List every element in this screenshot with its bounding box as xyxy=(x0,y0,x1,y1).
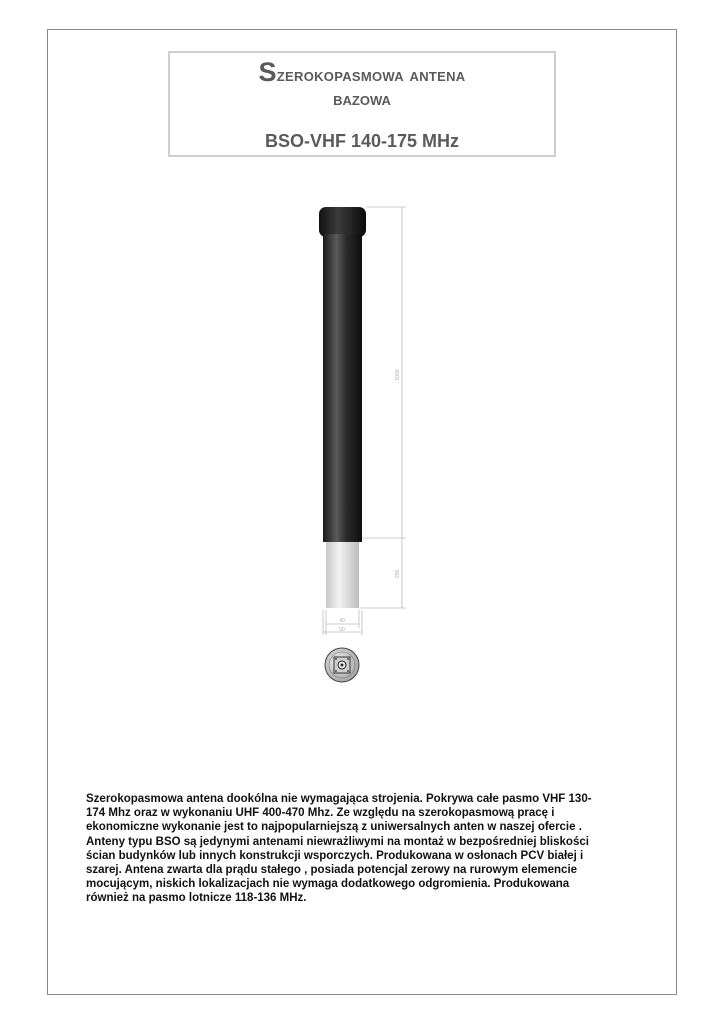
antenna-radome xyxy=(323,234,362,542)
antenna-bottom-view xyxy=(325,648,359,682)
dim-inner-width: 40 xyxy=(339,618,345,624)
product-description: Szerokopasmowa antena dookólna nie wymagająca strojenia. Pokrywa całe pasmo VHF 130- 174 Mhz oraz w wykonaniu UHF 400-470 Mhz. Ze względu na szerokopasmową pracę i ekonomiczne wykonanie jest to najpopularniejszą z uniwersalnych anten w naszej ofercie . Anteny typu BSO są jedynymi antenami niewrażliwymi na montaż w bezpośredniej bliskości ścian budynków lub innych konstrukcji wsporczych. Produkowana w osłonach PCV białej i szarej. Antena zwarta dla prądu stałego , posiada potencjal zerowy na rurowym elemencie mocującym, niskich lokalizacjach nie wymaga dodatkowego odgromienia. Produkowana również na pasmo lotnicze 118-136 MHz. xyxy=(86,793,592,905)
dim-total-height: 1000 xyxy=(395,369,401,381)
dim-outer-width: 50 xyxy=(339,627,345,633)
antenna-drawing xyxy=(300,200,420,690)
dim-base-height: 250 xyxy=(395,569,401,579)
title-box xyxy=(168,51,556,157)
antenna-mount-tube xyxy=(326,542,359,608)
model-name: BSO-VHF 140-175 MHz xyxy=(264,131,460,151)
page-title: Szerokopasmowa antena xyxy=(258,57,466,87)
page-title-line2: bazowa xyxy=(333,89,391,110)
antenna-cap xyxy=(319,207,366,237)
